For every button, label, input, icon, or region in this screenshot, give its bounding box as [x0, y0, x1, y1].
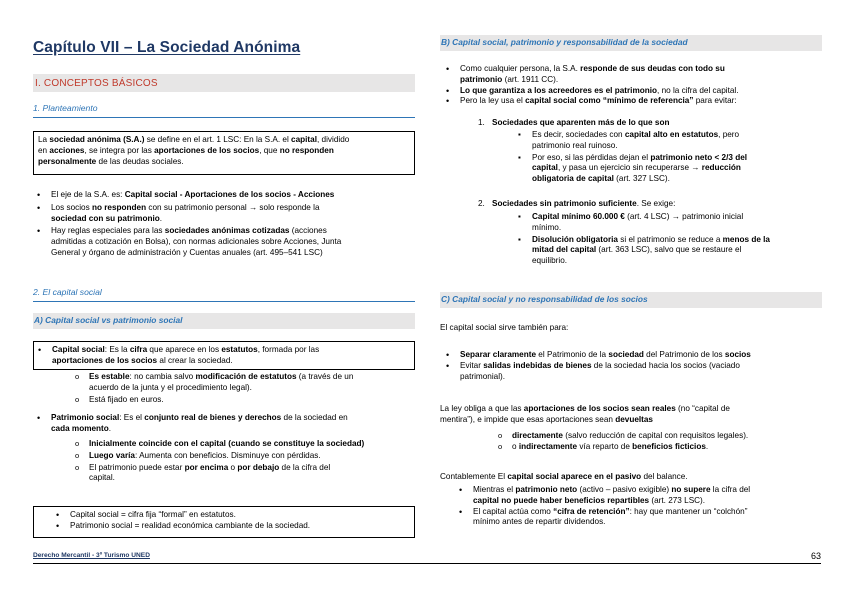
- def-line-2: en acciones, se integra por las aportaciones de los socios, que no responden: [38, 145, 334, 155]
- ordered-item-2-sub: [532, 212, 822, 267]
- page-footer: [33, 552, 821, 564]
- list-item: • Mientras el patrimonio neto (activo – pasivo exigible) no supere la cifra del capital no puede haber beneficios repartibles (art. 273 LSC).: [473, 485, 822, 507]
- list-item: o o indirectamente vía reparto de beneficios ficticios.: [512, 442, 822, 453]
- list-item: • Evitar salidas indebidas de bienes de la sociedad hacia los socios (vaciado patrimonial).: [460, 361, 822, 383]
- list-item: o Está fijado en euros.: [89, 395, 415, 406]
- subheading-b-responsabilidad: B) Capital social, patrimonio y responsabilidad de la sociedad: [440, 35, 822, 51]
- c-law-paragraph: La ley obliga a que las aportaciones de los socios sean reales (no “capital de mentira”), e impide que esas aportaciones sean devueltas: [440, 404, 730, 424]
- summary-line-2: • Patrimonio social = realidad económica cambiante de la sociedad.: [70, 521, 410, 532]
- ordered-item-1: [478, 118, 822, 129]
- def-line-3: personalmente de las deudas sociales.: [38, 156, 184, 166]
- list-item: o Es estable: no cambia salvo modificación de estatutos (a través de un acuerdo de la junta y el procedimiento legal).: [89, 372, 415, 394]
- c-accounting-line: Contablemente El capital social aparece en el pasivo del balance.: [440, 472, 688, 481]
- patrimonio-item: [51, 413, 415, 435]
- list-item: • Lo que garantiza a los acreedores es el patrimonio, no la cifra del capital.: [460, 86, 822, 97]
- c-intro: El capital social sirve también para:: [440, 323, 569, 332]
- page-number: 63: [810, 551, 821, 561]
- list-item: • Hay reglas especiales para las sociedades anónimas cotizadas (acciones admitidas a cotización en Bolsa), con normas adicionales sobre Acciones, Junta General y órgano de administración y Cuentas anuales (art. 495–541 LSC): [51, 226, 415, 258]
- list-item: o Inicialmente coincide con el capital (cuando se constituye la sociedad): [89, 439, 415, 450]
- subheading-c-no-responsabilidad: C) Capital social y no responsabilidad de los socios: [440, 292, 822, 308]
- ordered-item-2: [478, 199, 822, 210]
- list-item: o directamente (salvo reducción de capital con requisitos legales).: [512, 431, 822, 442]
- list-item: • Separar claramente el Patrimonio de la sociedad del Patrimonio de los socios: [460, 350, 822, 361]
- subheading-planteamiento: 1. Planteamiento: [33, 100, 415, 118]
- chapter-title: Capítulo VII – La Sociedad Anónima: [33, 39, 301, 56]
- def-line-1: La sociedad anónima (S.A.) se define en el art. 1 LSC: En la S.A. el capital, dividido: [38, 135, 350, 144]
- summary-box: [33, 506, 415, 538]
- list-item: 2. Sociedades sin patrimonio suficiente. Se exige:: [478, 199, 676, 208]
- list-item: • El eje de la S.A. es: Capital social - Aportaciones de los socios - Acciones: [51, 190, 415, 201]
- c-accounting-sub-list: [473, 485, 822, 528]
- list-item: o Luego varía: Aumenta con beneficios. Disminuye con pérdidas.: [89, 451, 415, 462]
- b-bullet-list: [460, 64, 822, 107]
- footer-course-label: Derecho Mercantil - 3º Turismo UNED: [33, 552, 150, 559]
- c-law-sub-list: [512, 431, 822, 453]
- definition-box: [33, 131, 415, 175]
- ordered-item-1-sub: [532, 130, 822, 185]
- list-item: 1. Sociedades que aparenten más de lo que son: [478, 118, 670, 127]
- list-item: ▪ Disolución obligatoria si el patrimonio se reduce a menos de la mitad del capital (art. 363 LSC), salvo que se restaure el equilibrio.: [532, 235, 822, 267]
- list-item: • Como cualquier persona, la S.A. responde de sus deudas con todo su patrimonio (art. 1911 CC).: [460, 64, 822, 86]
- capital-sub-list: [89, 372, 415, 405]
- capital-social-definition: • Capital social: Es la cifra que aparece en los estatutos, formada por las aportaciones de los socios al crear la sociedad.: [52, 345, 410, 367]
- list-item: ▪ Es decir, sociedades con capital alto en estatutos, pero patrimonio real ruinoso.: [532, 130, 822, 152]
- summary-line-1: • Capital social = cifra fija “formal” en estatutos.: [70, 510, 410, 521]
- section-heading-conceptos: I. CONCEPTOS BÁSICOS: [33, 74, 415, 92]
- patrimonio-sub-list: [89, 439, 415, 484]
- subheading-capital-vs-patrimonio: A) Capital social vs patrimonio social: [33, 313, 415, 329]
- list-item: ▪ Por eso, si las pérdidas dejan el patrimonio neto < 2/3 del capital, y pasa un ejercicio sin recuperarse → reducción obligatoria de capital (art. 327 LSC).: [532, 153, 822, 185]
- list-item: ▪ Capital mínimo 60.000 € (art. 4 LSC) → patrimonio inicial mínimo.: [532, 212, 822, 234]
- c-bullet-list: [460, 350, 822, 382]
- list-item: • Los socios no responden con su patrimonio personal → solo responde la sociedad con su patrimonio.: [51, 203, 415, 225]
- list-item: o El patrimonio puede estar por encima o por debajo de la cifra del capital.: [89, 463, 415, 485]
- list-item: • Pero la ley usa el capital social como “mínimo de referencia” para evitar:: [460, 96, 822, 107]
- capital-social-box: [33, 341, 415, 370]
- basics-bullet-list: [51, 190, 415, 259]
- subheading-capital-social: 2. El capital social: [33, 284, 415, 302]
- patrimonio-definition: • Patrimonio social: Es el conjunto real de bienes y derechos de la sociedad en cada momento.: [51, 413, 415, 435]
- list-item: • El capital actúa como “cifra de retención”: hay que mantener un “colchón” mínimo antes de repartir dividendos.: [473, 507, 822, 529]
